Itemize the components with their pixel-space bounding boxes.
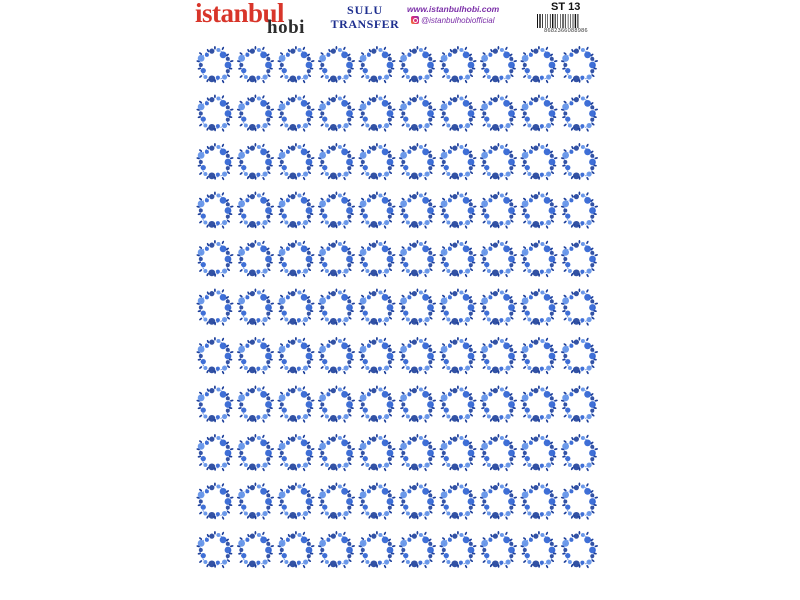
floral-wreath-motif [358,240,395,278]
floral-wreath-motif [358,288,395,326]
floral-wreath-motif [318,143,355,181]
floral-wreath-motif [237,385,274,423]
floral-wreath-motif [480,191,517,229]
floral-wreath-motif [277,46,314,84]
floral-wreath-motif [196,385,233,423]
product-code: ST 13 [551,1,581,13]
floral-wreath-motif [277,434,314,472]
floral-wreath-motif [358,191,395,229]
floral-wreath-motif [480,482,517,520]
floral-wreath-motif [439,46,476,84]
floral-wreath-motif [399,46,436,84]
floral-wreath-motif [196,288,233,326]
floral-wreath-motif [196,46,233,84]
floral-wreath-motif [237,531,274,569]
floral-wreath-motif [399,240,436,278]
floral-wreath-motif [277,385,314,423]
floral-wreath-motif [399,288,436,326]
floral-wreath-motif [399,531,436,569]
floral-wreath-motif [277,337,314,375]
floral-wreath-motif [520,143,557,181]
floral-wreath-motif [277,94,314,132]
brand-name-main: istanbul [195,0,285,28]
floral-wreath-motif [561,385,598,423]
floral-wreath-motif [318,240,355,278]
floral-wreath-motif [480,337,517,375]
floral-wreath-motif [439,385,476,423]
floral-wreath-motif [196,240,233,278]
floral-wreath-motif [561,531,598,569]
floral-wreath-motif [237,337,274,375]
barcode-number: 8682366088986 [544,28,588,34]
floral-wreath-motif [561,288,598,326]
floral-wreath-motif [196,434,233,472]
floral-wreath-motif [439,434,476,472]
floral-wreath-motif [561,46,598,84]
floral-wreath-motif [520,94,557,132]
floral-wreath-motif [277,191,314,229]
floral-wreath-motif [358,94,395,132]
floral-wreath-motif [439,531,476,569]
floral-wreath-motif [196,94,233,132]
floral-wreath-motif [358,46,395,84]
floral-wreath-motif [520,531,557,569]
floral-wreath-motif [439,240,476,278]
floral-wreath-motif [358,482,395,520]
floral-wreath-motif [520,191,557,229]
floral-wreath-motif [318,482,355,520]
floral-wreath-motif [480,531,517,569]
website-link: www.istanbulhobi.com [407,4,500,14]
floral-wreath-motif [196,191,233,229]
floral-wreath-motif [439,94,476,132]
floral-wreath-motif [399,143,436,181]
floral-wreath-motif [480,385,517,423]
floral-wreath-motif [237,240,274,278]
floral-wreath-motif [358,337,395,375]
floral-wreath-motif [237,434,274,472]
floral-wreath-motif [358,434,395,472]
floral-wreath-motif [399,482,436,520]
floral-wreath-motif [399,385,436,423]
floral-wreath-motif [318,434,355,472]
floral-wreath-motif [277,531,314,569]
floral-wreath-motif [520,385,557,423]
floral-wreath-motif [196,143,233,181]
floral-wreath-motif [358,531,395,569]
floral-wreath-motif [561,240,598,278]
floral-wreath-motif [480,434,517,472]
floral-wreath-motif [439,143,476,181]
floral-wreath-motif [237,46,274,84]
floral-wreath-motif [318,191,355,229]
floral-wreath-motif [318,94,355,132]
floral-wreath-motif [480,240,517,278]
brand-name-sub: hobi [267,17,305,38]
floral-wreath-motif [237,143,274,181]
floral-wreath-motif [439,288,476,326]
floral-wreath-motif [561,434,598,472]
floral-wreath-motif [196,482,233,520]
floral-wreath-motif [520,337,557,375]
product-title-line1: SULU [346,3,383,17]
floral-wreath-motif [480,288,517,326]
floral-wreath-motif [561,482,598,520]
floral-wreath-motif [237,94,274,132]
floral-wreath-motif [561,143,598,181]
floral-wreath-motif [480,46,517,84]
floral-wreath-motif [237,288,274,326]
instagram-handle: @istanbulhobiofficial [421,15,495,25]
floral-wreath-motif [277,240,314,278]
floral-wreath-motif [318,337,355,375]
floral-wreath-motif [399,434,436,472]
floral-wreath-motif [561,337,598,375]
floral-wreath-motif [480,143,517,181]
floral-wreath-motif [318,385,355,423]
floral-wreath-motif [439,337,476,375]
floral-wreath-motif [277,482,314,520]
floral-wreath-motif [399,191,436,229]
floral-wreath-motif [399,94,436,132]
floral-wreath-motif [520,288,557,326]
floral-wreath-motif [561,94,598,132]
floral-wreath-motif [277,288,314,326]
transfer-sheet [185,0,615,600]
floral-wreath-motif [561,191,598,229]
floral-wreath-motif [520,240,557,278]
floral-wreath-motif [318,46,355,84]
floral-wreath-motif [520,46,557,84]
floral-wreath-motif [237,191,274,229]
product-title-line2: TRANSFER [330,17,400,31]
floral-wreath-motif [196,531,233,569]
floral-wreath-motif [480,94,517,132]
floral-wreath-motif [399,337,436,375]
floral-wreath-motif [237,482,274,520]
floral-wreath-motif [318,288,355,326]
floral-wreath-motif [439,191,476,229]
floral-wreath-grid [185,0,615,600]
floral-wreath-motif [520,482,557,520]
floral-wreath-motif [358,143,395,181]
floral-wreath-motif [520,434,557,472]
floral-wreath-motif [196,337,233,375]
floral-wreath-motif [358,385,395,423]
floral-wreath-motif [277,143,314,181]
floral-wreath-motif [318,531,355,569]
floral-wreath-motif [439,482,476,520]
